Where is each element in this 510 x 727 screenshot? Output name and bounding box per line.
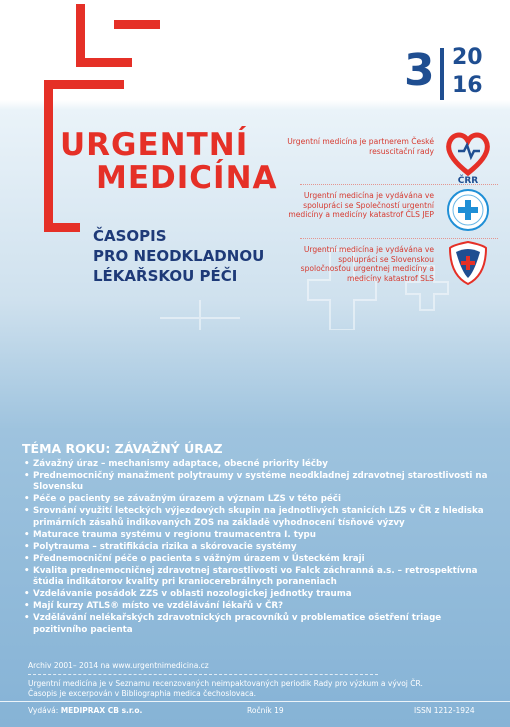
list-item: • Maturace trauma systému v regionu traumacentra I. typu [24,529,316,540]
journal-title-line1: URGENTNÍ [60,127,249,163]
theme-heading: TÉMA ROKU: ZÁVAŽNÝ ÚRAZ [22,441,223,456]
issue-divider [440,48,444,100]
journal-subtitle-line1: ČASOPIS [93,227,167,245]
list-item: • Přednemocniční péče o pacienta s vážným úrazem v Ústeckém kraji [24,553,365,564]
logo-bracket-icon [44,4,160,232]
list-item: • Kvalita prednemocničnej zdravotnej starostlivosti vo Falck záchranná a.s. – retrospektívna štúdia indikátorov kvality pri kraniocerebrálnych poraneniach [24,565,478,588]
archive-note: Archiv 2001– 2014 na www.urgentnimedicina.cz [28,661,209,670]
list-item: • Závažný úraz – mechanismy adaptace, obecné priority léčby [24,459,328,469]
crr-logo-text: ČRR [457,176,479,186]
partner-text-sls: Urgentní medicína je vydávána ve spolupráci se Slovenskou spoločnosťou urgentnej medicíny a medicíny katastrof SLS [300,245,434,283]
footer-divider [28,674,378,675]
list-item: • Vzdělávání nelékařských zdravotnických pracovníků v problematice ošetření triage pozitivního pacienta [24,613,442,635]
partner-divider [300,238,498,239]
society-badge-icon [446,188,490,232]
list-item: • Polytrauma – stratifikácia rizika a skórovacie systémy [24,541,297,552]
partner-text-cls-jep: Urgentní medicína je vydávána ve spolupráci se Společností urgentní medicíny a medicíny katastrof ČLS JEP [288,191,434,220]
heart-icon [444,129,492,177]
footer-rule [0,701,510,702]
publisher-label: Vydává: [28,706,59,715]
list-item: • Péče o pacienty se závažným úrazem a význam LZS v této péči [24,494,341,505]
publisher-name: MEDIPRAX CB s.r.o. [60,706,143,715]
list-item: • Mají kurzy ATLS® místo ve vzdělávání lékařů v ČR? [24,601,284,612]
issue-number: 3 [404,45,435,96]
list-item: • Prednemocničný manažment polytraumy v systéme neodkladnej zdravotnej starostlivosti na Slovensku [24,471,488,493]
indexing-note: Časopis je excerpován v Bibliographia medica čechoslovaca. [28,689,257,698]
issue-year-top: 20 [452,45,483,70]
registry-note: Urgentní medicína je v Seznamu recenzovaných neimpaktovaných periodik Rady pro výzkum a vývoj ČR. [28,679,423,688]
shield-icon [446,240,490,286]
journal-subtitle-line2: PRO NEODKLADNOU [93,247,265,265]
issn: ISSN 1212-1924 [414,706,475,715]
publisher [28,706,142,715]
issue-year-bottom: 16 [452,73,483,98]
list-item: • Srovnání využití leteckých výjezdových skupin na jednotlivých stanicích LZS v ČR z hlediska primárních zásahů indikovaných ZOS na základě vyhodnocení tísňové výzvy [24,506,484,528]
volume: Ročník 19 [247,706,284,715]
journal-subtitle-line3: LÉKAŘSKOU PÉČI [93,267,238,285]
journal-title-line2: MEDICÍNA [96,160,278,196]
article-list [24,459,494,637]
list-item: • Vzdelávanie posádok ZZS v oblasti nozologickej jednotky trauma [24,589,352,600]
partner-text-crr: Urgentní medicína je partnerem České resuscitační rady [287,137,434,156]
